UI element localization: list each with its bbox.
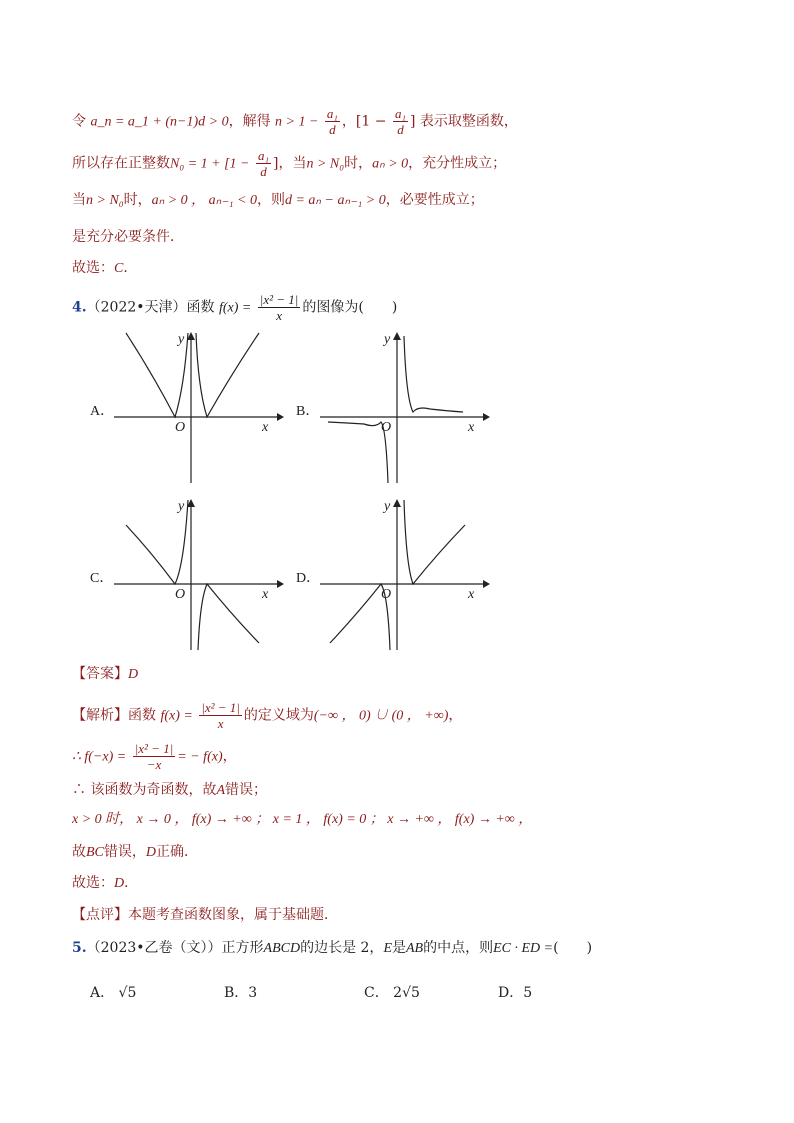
option-d-label: D． [296,571,321,586]
choice-b[interactable]: B．3 [224,985,258,1001]
graph-b-x-label: x [468,420,475,435]
graph-a-x-label: x [262,420,269,435]
option-c-label: C． [90,571,114,586]
graph-option-d [318,495,488,659]
question-5: 5.（2023•乙卷（文））正方形ABCD的边长是 2，E是AB的中点，则EC · ED =( ) [72,940,593,956]
solution-line-1: 令 a_n = a_1 + (n−1)d > 0，解得 n > 1 − $\frac{\text{a₁}}{d}$ ，[1 − $\frac{\text{a₁}}{d}$ ] 表示取整函数， [72,106,518,137]
answer-line: 【答案】D [72,666,139,682]
analysis-line-3: ∴ 该函数为奇函数，故A错误； [72,782,268,798]
graph-option-b [318,328,488,492]
analysis-line-4: x > 0 时， x → 0 ， f(x) → +∞ ； x = 1 ， f(x) = 0 ； x → +∞ ， f(x) → +∞ ， [72,812,533,827]
analysis-line-6: 故选：D． [72,875,139,891]
graph-c-origin: O [175,587,186,602]
graph-option-a [112,328,282,492]
analysis-line-5: 故BC错误，D正确． [72,844,199,860]
analysis-line-1: 【解析】函数 f(x) = $\frac{\text{|x² − 1|}}{x}$ 的定义域为(−∞ ， 0) ∪ (0 ， +∞)， [72,700,463,731]
solution-line-4: 是充分必要条件． [72,229,184,245]
graph-a-y-label: y [178,332,185,347]
graph-c-y-label: y [178,499,185,514]
graph-b-origin: O [381,420,392,435]
question-5-choices [90,982,690,1002]
option-a-label: A． [90,404,115,419]
graph-d-x-label: x [468,587,475,602]
solution-line-3: 当n > N₀时，aₙ > 0 ， aₙ₋₁ < 0，则d = aₙ − aₙ₋₁ > 0，必要性成立； [72,192,484,208]
graph-option-c [112,495,282,659]
graph-c-x-label: x [262,587,269,602]
choice-d[interactable]: D．5 [498,985,533,1001]
question-4: 4.（2022•天津）函数 f(x) = $\frac{\text{|x² − 1|}}{x}$ 的图像为( ) [72,292,398,323]
solution-line-5: 故选：C． [72,260,138,276]
solution-line-2: 所以存在正整数N₀ = 1 + [1 − $\frac{\text{a₁}}{d}$ ]，当n > N₀时，aₙ > 0，充分性成立； [72,148,507,179]
analysis-line-2: ∴ f(−x) = $\frac{\text{|x² − 1|}}{-x}$ = − f(x)， [72,741,237,772]
graph-d-y-label: y [384,499,391,514]
choice-c[interactable]: C． 2√5 [364,985,420,1001]
choice-a[interactable]: A． √5 [90,985,137,1001]
graph-b-y-label: y [384,332,391,347]
graph-a-origin: O [175,420,186,435]
comment-line: 【点评】本题考查函数图象，属于基础题． [72,907,338,923]
option-b-label: B． [296,404,320,419]
graph-d-origin: O [381,587,392,602]
